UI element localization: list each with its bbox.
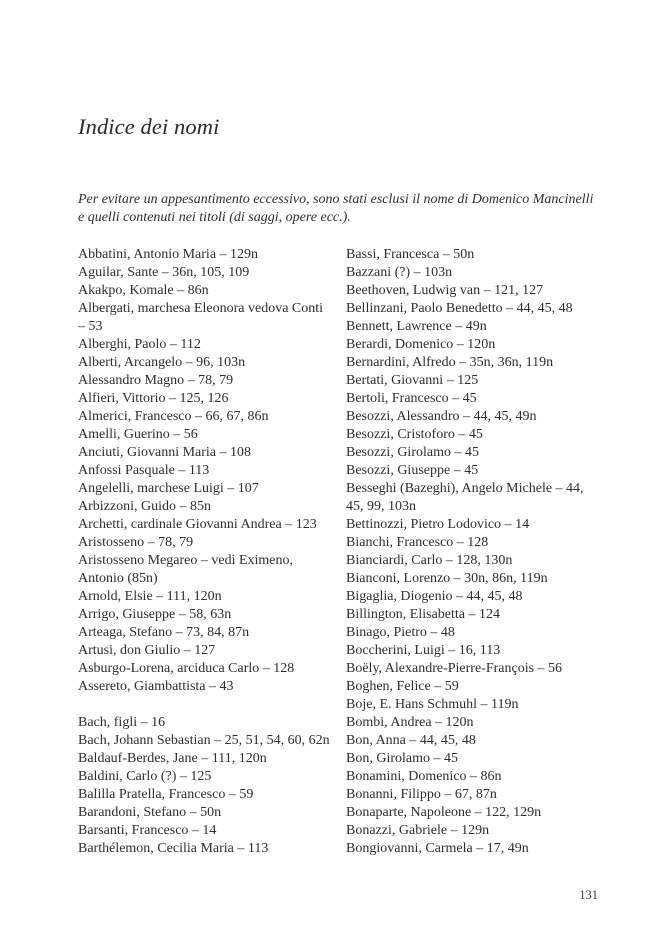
index-column-right	[346, 246, 604, 858]
index-entry: Aristosseno – 78, 79	[78, 535, 194, 550]
index-entry: Bach, Johann Sebastian – 25, 51, 54, 60, 62n	[78, 733, 330, 748]
index-entry: Alfieri, Vittorio – 125, 126	[78, 391, 229, 406]
index-entry: Abbatini, Antonio Maria – 129n	[78, 247, 259, 262]
index-entry: Bellinzani, Paolo Benedetto – 44, 45, 48	[346, 301, 573, 316]
index-entry: Asburgo-Lorena, arciduca Carlo – 128	[78, 661, 295, 676]
index-entry: Besozzi, Alessandro – 44, 45, 49n	[346, 409, 537, 424]
index-entry: Binago, Pietro – 48	[346, 625, 455, 640]
index-entry: Boëly, Alexandre-Pierre-François – 56	[346, 661, 563, 676]
index-entry: Arteaga, Stefano – 73, 84, 87n	[78, 625, 250, 640]
index-entry: Bonamini, Domenico – 86n	[346, 769, 502, 784]
page-number: 131	[579, 888, 598, 902]
index-entry: Arrigo, Giuseppe – 58, 63n	[78, 607, 232, 622]
index-entry: Bassi, Francesca – 50n	[346, 247, 475, 262]
index-entry: Alberghi, Paolo – 112	[78, 337, 201, 352]
index-entry: Besozzi, Girolamo – 45	[346, 445, 479, 460]
index-entry: Bettinozzi, Pietro Lodovico – 14	[346, 517, 530, 532]
index-entry: Bianconi, Lorenzo – 30n, 86n, 119n	[346, 571, 548, 586]
index-entry: Bongiovanni, Carmela – 17, 49n	[346, 841, 529, 856]
index-entry: Boghen, Felice – 59	[346, 679, 459, 694]
index-entry: Bigaglia, Diogenio – 44, 45, 48	[346, 589, 523, 604]
index-entry: Anciuti, Giovanni Maria – 108	[78, 445, 252, 460]
index-entry: Artusi, don Giulio – 127	[78, 643, 216, 658]
index-entry: Billington, Elisabetta – 124	[346, 607, 500, 622]
index-entry: Barsanti, Francesco – 14	[78, 823, 217, 838]
index-entry: Barthélemon, Cecilia Maria – 113	[78, 841, 269, 856]
index-entry: Almerici, Francesco – 66, 67, 86n	[78, 409, 269, 424]
index-entry: Boccherini, Luigi – 16, 113	[346, 643, 501, 658]
index-entry: Archetti, cardinale Giovanni Andrea – 123	[78, 517, 317, 532]
index-entry: Boje, E. Hans Schmuhl – 119n	[346, 697, 519, 712]
index-entry: Baldauf-Berdes, Jane – 111, 120n	[78, 751, 267, 766]
index-entry: Albergati, marchesa Eleonora vedova Conti – 53	[78, 301, 324, 334]
index-entry: Alessandro Magno – 78, 79	[78, 373, 234, 388]
index-entry: Anfossi Pasquale – 113	[78, 463, 210, 478]
index-entry: Bonaparte, Napoleone – 122, 129n	[346, 805, 542, 820]
index-entry: Aguilar, Sante – 36n, 105, 109	[78, 265, 250, 280]
index-entry: Assereto, Giambattista – 43	[78, 679, 234, 694]
index-entry: Angelelli, marchese Luigi – 107	[78, 481, 259, 496]
index-entry: Bianchi, Francesco – 128	[346, 535, 489, 550]
page-title: Indice dei nomi	[78, 114, 220, 139]
index-entry: Barandoni, Stefano – 50n	[78, 805, 222, 820]
index-entry: Bach, figli – 16	[78, 715, 166, 730]
index-entry: Bennett, Lawrence – 49n	[346, 319, 487, 334]
index-entry: Akakpo, Komale – 86n	[78, 283, 209, 298]
index-column-left	[78, 246, 330, 858]
index-entry: Besozzi, Cristoforo – 45	[346, 427, 483, 442]
index-entry: Bernardini, Alfredo – 35n, 36n, 119n	[346, 355, 554, 370]
index-entry: Berardi, Domenico – 120n	[346, 337, 496, 352]
index-entry: Baldini, Carlo (?) – 125	[78, 769, 212, 784]
index-entry: Bon, Girolamo – 45	[346, 751, 458, 766]
index-entry: Bombi, Andrea – 120n	[346, 715, 474, 730]
index-entry: Alberti, Arcangelo – 96, 103n	[78, 355, 246, 370]
index-entry: Besseghi (Bazeghi), Angelo Michele – 44, 45, 99, 103n	[346, 481, 584, 514]
index-entry: Arnold, Elsie – 111, 120n	[78, 589, 222, 604]
index-entry: Bazzani (?) – 103n	[346, 265, 453, 280]
index-entry: Bonazzi, Gabriele – 129n	[346, 823, 490, 838]
index-entry: Amelli, Guerino – 56	[78, 427, 198, 442]
index-entry: Bon, Anna – 44, 45, 48	[346, 733, 476, 748]
index-entry: Arbizzoni, Guido – 85n	[78, 499, 211, 514]
index-entry: Balilla Pratella, Francesco – 59	[78, 787, 254, 802]
index-entry: Besozzi, Giuseppe – 45	[346, 463, 479, 478]
index-entry: Bertoli, Francesco – 45	[346, 391, 477, 406]
index-entry: Beethoven, Ludwig van – 121, 127	[346, 283, 544, 298]
editorial-note: Per evitare un appesantimento eccessivo, sono stati esclusi il nome di Domenico Mancinelli e quelli contenuti nei titoli (di saggi, opere ecc.).	[78, 192, 594, 225]
index-entry: Bonanni, Filippo – 67, 87n	[346, 787, 497, 802]
letter-group-spacer	[78, 696, 330, 714]
index-entry: Bianciardi, Carlo – 128, 130n	[346, 553, 513, 568]
index-entry: Aristosseno Megareo – vedi Eximeno, Antonio (85n)	[78, 553, 294, 586]
index-entry: Bertati, Giovanni – 125	[346, 373, 479, 388]
